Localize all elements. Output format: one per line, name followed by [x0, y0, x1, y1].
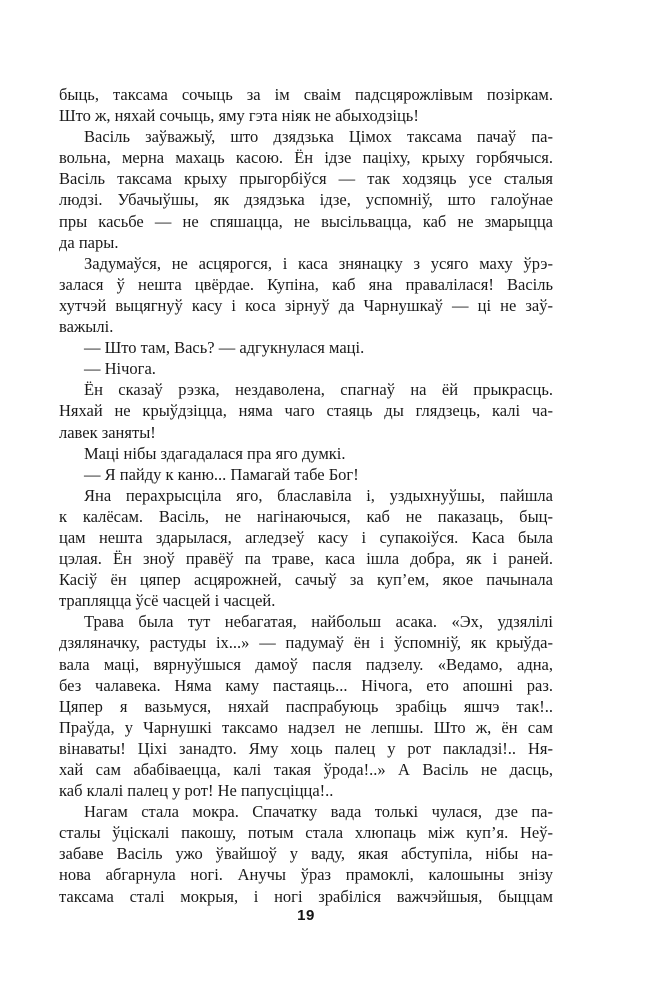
- text-line: Што ж, няхай сочыць, яму гэта ніяк не абыходзіць!: [59, 106, 419, 126]
- text-line: людзі. Убачыўшы, як дзядзька ідзе, успомніў, што галоўнае: [59, 190, 553, 210]
- text-line: трапляцца ўсё часцей і часцей.: [59, 591, 276, 611]
- text-line: важылі.: [59, 317, 114, 337]
- paragraph: [59, 253, 553, 337]
- text-line: Касіў ён цяпер асцярожней, сачыў за куп’ем, якое пачынала: [59, 570, 553, 590]
- text-line: лавек заняты!: [59, 422, 156, 442]
- text-line: Задумаўся, не асцярогся, і каса знянацку з усяго маху ўрэ-: [84, 253, 553, 273]
- page-text: [59, 84, 553, 907]
- paragraph: [59, 464, 553, 485]
- paragraph: [59, 126, 553, 253]
- text-line: цам нешта здарылася, агледзеў касу і супакоіўся. Каса была: [59, 527, 553, 547]
- text-line: Васіль заўважыў, што дзядзька Цімох таксама пачаў па-: [84, 127, 553, 147]
- paragraph: [59, 337, 553, 358]
- page-number: 19: [297, 907, 315, 924]
- text-line: таксама сталі мокрыя, і ногі зрабіліся важчэйшыя, быццам: [59, 886, 553, 906]
- text-line: хутчэй выцягнуў касу і коса зірнуў да Чарнушкаў — ці не заў-: [59, 295, 553, 315]
- paragraph: [59, 443, 553, 464]
- text-line: пры касьбе — не спяшацца, не высільвацца, каб не змарыцца: [59, 211, 553, 231]
- text-line: Яна перахрысціла яго, блаславіла і, уздыхнуўшы, пайшла: [84, 485, 553, 505]
- text-line: Васіль таксама крыху прыгорбіўся — так ходзяць усе сталыя: [59, 169, 553, 189]
- text-line: да пары.: [59, 232, 119, 252]
- text-line: нова абгарнула ногі. Анучы ўраз прамоклі, калошыны знізу: [59, 865, 553, 885]
- text-line: Трава была тут небагатая, найбольш асака. «Эх, удзялілі: [84, 612, 553, 632]
- text-line: — Што там, Вась? — адгукнулася маці.: [84, 338, 365, 358]
- text-line: вольна, мерна махаць касою. Ён ідзе паціху, крыху горбячыся.: [59, 148, 553, 168]
- text-line: залася ў нешта цвёрдае. Купіна, каб яна правалілася! Васіль: [59, 274, 553, 294]
- text-line: быць, таксама сочыць за ім сваім падсцярожлівым позіркам.: [59, 85, 553, 104]
- text-line: Няхай не крыўдзіцца, няма чаго стаяць ды глядзець, калі ча-: [59, 401, 553, 421]
- text-line: вінаваты! Ціхі занадто. Яму хоць палец у рот пакладзі!.. Ня-: [59, 738, 553, 758]
- text-line: Нагам стала мокра. Спачатку вада толькі чулася, дзе па-: [84, 802, 553, 822]
- text-line: дзяляначку, растуды іх...» — падумаў ён і ўспомніў, як крыўда-: [59, 633, 553, 653]
- paragraph: [59, 485, 553, 612]
- text-line: каб клалі палец у рот! Не папусціцца!..: [59, 781, 334, 801]
- paragraph: [59, 611, 553, 801]
- text-line: сталы ўціскалі пакошу, потым стала хлюпаць між куп’я. Неў-: [59, 823, 553, 843]
- text-line: цэлая. Ён зноў правёў па траве, каса ішла добра, як і раней.: [59, 549, 553, 569]
- text-line: Праўда, у Чарнушкі таксамо надзел не лепшы. Што ж, ён сам: [59, 717, 553, 737]
- text-line: к калёсам. Васіль, не нагінаючыся, каб не паказаць, быц-: [59, 506, 553, 526]
- paragraph: [59, 358, 553, 379]
- text-line: хай сам абабіваецца, калі такая ўрода!..» А Васіль не дасць,: [59, 760, 553, 779]
- text-line: забаве Васіль ужо ўвайшоў у ваду, якая абступіла, нібы на-: [59, 844, 553, 864]
- text-line: — Я пайду к каню... Памагай табе Бог!: [84, 464, 359, 484]
- text-line: Ён сказаў рэзка, нездаволена, спагнаў на ёй прыкрасць.: [84, 380, 553, 400]
- paragraph: [59, 801, 553, 906]
- text-line: без чалавека. Няма каму пастаяць... Нічога, ето апошні раз.: [59, 675, 553, 695]
- paragraph: [59, 84, 553, 126]
- text-line: Цяпер я вазьмуся, няхай паспрабуюць зрабіць яшчэ так!..: [59, 696, 553, 716]
- paragraph: [59, 379, 553, 442]
- text-line: Маці нібы здагадалася пра яго думкі.: [84, 443, 346, 463]
- text-line: — Нічога.: [84, 359, 156, 379]
- text-line: вала маці, вярнуўшыся дамоў пасля падзелу. «Ведамо, адна,: [59, 654, 553, 674]
